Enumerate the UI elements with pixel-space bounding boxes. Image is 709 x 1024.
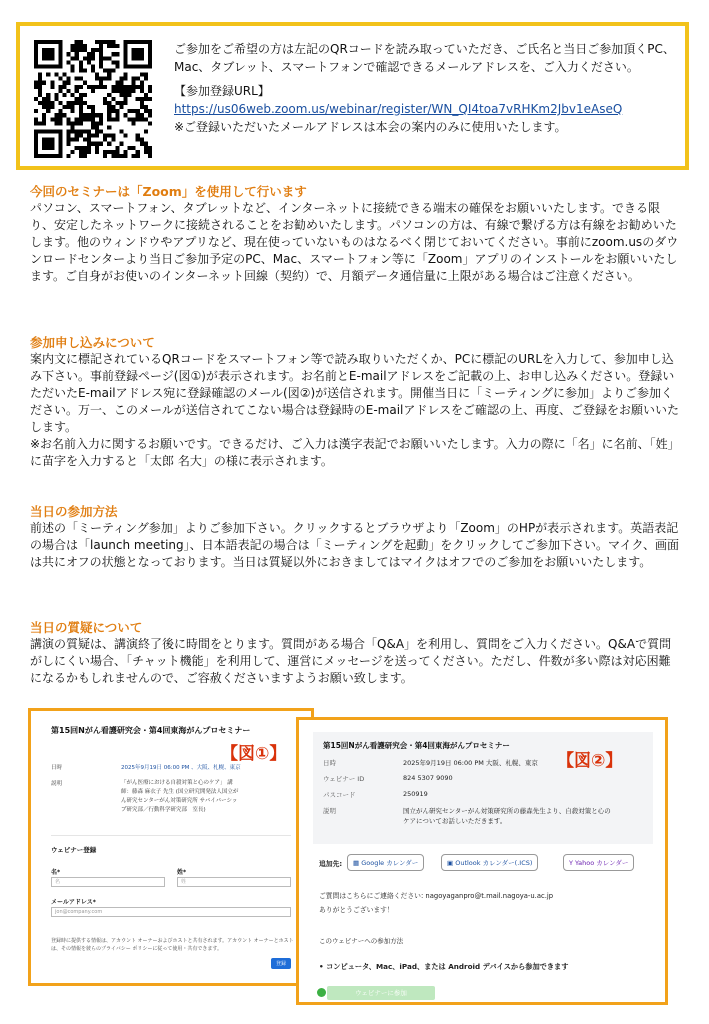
section-note: ※お名前入力に関するお願いです。できるだけ、ご入力は漢字表記でお願いいたします。入力の際に「名」に名前、「姓」に苗字を入力すると「太郎 名大」の様に表示されます。 [30, 437, 680, 468]
webinar-id-label: ウェビナー ID [323, 775, 365, 783]
section-body: 前述の「ミーティング参加」よりご参加下さい。クリックするとブラウザより「Zoom」のHPが表示されます。英語表記の場合は「launch meeting」、日本語表記の場合は「ミーティングを起動」をクリックしてご参加下さい。マイク、画面は共にオフの状態となっております。当日は質疑以外におきましてはマイクはオフでのご参加をお願いいたします。 [30, 521, 679, 569]
figure-2-label: 【図②】 [557, 751, 623, 771]
description-value: 「がん医療における自殺対策と心のケア」 講師：藤森 麻衣子 先生 (国立研究開発法人国立がん研究センターがん対策研究所 サバイバーシップ研究部／行動科学研究部 室長) [121, 780, 239, 813]
contact-line: ご質問はこちらにご連絡ください: nagoyaganpro@t.mail.nagoya-u.ac.jp [319, 892, 554, 900]
registration-info [174, 40, 684, 136]
email-input[interactable]: jon@company.com [51, 907, 291, 917]
yahoo-icon: Y [569, 859, 576, 867]
email-label: メールアドレス* [51, 899, 96, 906]
registration-box [16, 22, 689, 170]
registration-link[interactable]: https://us06web.zoom.us/webinar/register/WN_QI4toa7vRHKm2Jbv1eAseQ [174, 102, 623, 116]
webinar-title: 第15回Nがん看護研究会・第4回東海がんプロセミナー [323, 741, 510, 750]
privacy-note: ※ご登録いただいたメールアドレスは本会の案内のみに使用いたします。 [174, 120, 567, 134]
section-qa [30, 619, 682, 687]
description-row [51, 779, 239, 813]
figure-1-label: 【図①】 [221, 744, 287, 764]
qr-code-icon[interactable] [34, 40, 152, 158]
thanks-line: ありがとうございます！ [319, 906, 394, 914]
check-icon [317, 988, 326, 997]
figure-2-confirmation-email [296, 717, 668, 1005]
section-heading: 当日の質疑について [30, 620, 143, 635]
webinar-title: 第15回Nがん看護研究会・第4回東海がんプロセミナー [51, 726, 251, 735]
figure-1-registration-page [28, 708, 314, 986]
registration-heading: ウェビナー登録 [51, 846, 97, 854]
passcode-label: パスコード [323, 791, 356, 799]
date-row [323, 758, 538, 767]
description-label: 説明 [323, 807, 336, 815]
description-label: 説明 [51, 781, 63, 787]
first-name-label: 名* [51, 869, 61, 876]
date-value: 2025年9月19日 06:00 PM 、大阪、札幌、東京 [121, 765, 241, 771]
passcode-value: 250919 [403, 790, 428, 798]
date-value: 2025年9月19日 06:00 PM 大阪、札幌、東京 [403, 759, 538, 767]
divider [51, 835, 291, 836]
section-body: 講演の質疑は、講演終了後に時間をとります。質問がある場合「Q&A」を利用し、質問をご入力ください。Q&Aで質問がしにくい場合、「チャット機能」を利用して、運営にメッセージを送ってください。ただし、件数が多い際は対応困難になるかもしれませんので、ご容赦くださいますようお願い致します。 [30, 637, 672, 685]
section-zoom [30, 183, 682, 285]
section-heading: 参加申し込みについて [30, 335, 155, 350]
join-method-item: • コンピュータ、Mac、iPad、または Android デバイスから参加できます [319, 962, 569, 971]
calendar-icon: ▦ [353, 859, 362, 867]
section-join-method [30, 503, 682, 571]
section-body: パソコン、スマートフォン、タブレットなど、インターネットに接続できる端末の確保をお願いいたします。できる限り、安定したネットワークに接続されることをお勧めいたします。パソコンの方は、有線で繋げる方は有線をお勧めいたします。他のウィンドウやアプリなど、現在使っていないものはなるべく閉じておいてください。事前にzoom.usのダウンロードセンターより当日ご参加予定のPC、Mac、スマートフォン等に「Zoom」アプリのインストールをお願いいたします。ご自身がお使いのインターネット回線（契約）で、月額データ通信量に上限がある場合はご注意ください。 [30, 201, 679, 283]
passcode-row [323, 790, 428, 799]
privacy-notice: 登録時に提供する情報は、アカウント オーナーおよびホストと共有されます。アカウント オーナーとホストは、その情報を彼らのプライバシー ポリシーに従って使用・共有できます。 [51, 938, 294, 952]
section-heading: 当日の参加方法 [30, 504, 118, 519]
date-label: 日時 [323, 759, 336, 767]
section-heading: 今回のセミナーは「Zoom」を使用して行います [30, 184, 307, 199]
section-application [30, 334, 682, 470]
date-label: 日時 [51, 765, 63, 771]
section-body: 案内文に標記されているQRコードをスマートフォン等で読み取りいただくか、PCに標記のURLを入力して、参加申し込み下さい。事前登録ページ(図①)が表示されます。お名前とE-mailアドレスをご記載の上、お申し込みください。登録いただいたE-mailアドレス宛に登録確認のメール(図②)が送信されます。開催当日に「ミーティングに参加」よりご参加ください。万一、このメールが送信されてこない場合は登録時のE-mailアドレスをご確認の上、再度、ご登録をお願いいたします。 [30, 352, 680, 434]
join-webinar-button[interactable]: ウェビナーに参加 [327, 986, 435, 1000]
outlook-icon: ▣ [447, 859, 456, 867]
last-name-label: 姓* [177, 869, 187, 876]
register-button[interactable]: 登録 [271, 958, 291, 969]
registration-intro: ご参加をご希望の方は左記のQRコードを読み取っていただき、ご氏名と当日ご参加頂くPC、Mac、タブレット、スマートフォンで確認できるメールアドレスを、ご入力ください。 [174, 42, 675, 74]
first-name-input[interactable]: 名 [51, 877, 165, 887]
url-heading: 【参加登録URL】 [174, 84, 270, 98]
outlook-calendar-label: Outlook カレンダー(.ICS) [455, 859, 533, 867]
join-method-heading: このウェビナーへの参加方法 [319, 937, 404, 945]
description-value: 国立がん研究センターがん対策研究所の藤森先生より、自殺対策と心のケアについてお話しいただきます。 [403, 807, 611, 825]
outlook-calendar-button[interactable] [441, 854, 538, 871]
description-row [323, 806, 611, 825]
google-calendar-button[interactable] [347, 854, 424, 871]
yahoo-calendar-button[interactable] [563, 854, 634, 871]
yahoo-calendar-label: Yahoo カレンダー [575, 859, 629, 867]
add-to-label: 追加先: [319, 860, 343, 868]
webinar-id-value: 824 5307 9090 [403, 774, 453, 782]
date-row [51, 763, 241, 771]
webinar-id-row [323, 774, 453, 783]
last-name-input[interactable]: 姓 [177, 877, 291, 887]
google-calendar-label: Google カレンダー [361, 859, 419, 867]
